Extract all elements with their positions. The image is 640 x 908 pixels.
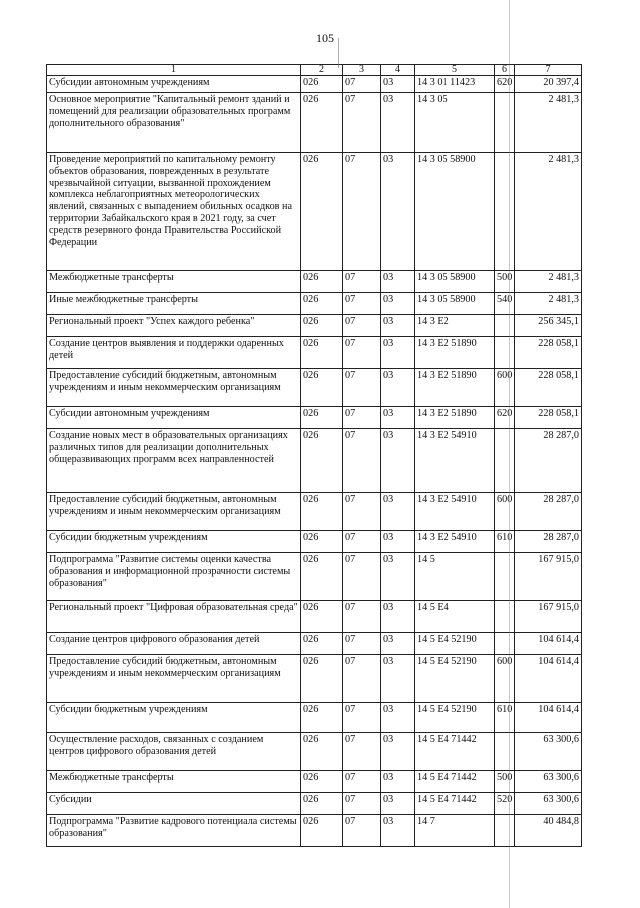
row-name-cell: Субсидии автономным учреждениям xyxy=(47,407,301,429)
amount-cell: 2 481,3 xyxy=(515,153,582,271)
row-name-cell: Предоставление субсидий бюджетным, автономным учреждениям и иным некоммерческим организациям xyxy=(47,493,301,531)
subsection-code-cell: 03 xyxy=(381,337,415,369)
table-row xyxy=(47,703,582,733)
section-code-cell: 07 xyxy=(343,655,381,703)
subsection-code-cell: 03 xyxy=(381,601,415,633)
page-number: 105 xyxy=(316,31,334,45)
admin-code-cell: 026 xyxy=(301,153,343,271)
table-row xyxy=(47,793,582,815)
subsection-code-cell: 03 xyxy=(381,793,415,815)
amount-cell: 104 614,4 xyxy=(515,655,582,703)
section-code-cell: 07 xyxy=(343,703,381,733)
column-header: 4 xyxy=(381,65,415,76)
row-name-cell: Региональный проект "Успех каждого ребенка" xyxy=(47,315,301,337)
table-row xyxy=(47,407,582,429)
amount-cell: 28 287,0 xyxy=(515,531,582,553)
table-row xyxy=(47,271,582,293)
target-article-cell: 14 5 E4 52190 xyxy=(415,655,495,703)
column-header: 3 xyxy=(343,65,381,76)
table-row xyxy=(47,293,582,315)
expense-type-cell: 600 xyxy=(495,369,515,407)
subsection-code-cell: 03 xyxy=(381,369,415,407)
table-row xyxy=(47,815,582,847)
expense-type-cell xyxy=(495,93,515,153)
header-row xyxy=(47,65,582,76)
row-name-cell: Создание центров выявления и поддержки одаренных детей xyxy=(47,337,301,369)
target-article-cell: 14 3 E2 51890 xyxy=(415,369,495,407)
section-code-cell: 07 xyxy=(343,601,381,633)
subsection-code-cell: 03 xyxy=(381,407,415,429)
scan-artifact-line xyxy=(338,38,339,68)
admin-code-cell: 026 xyxy=(301,293,343,315)
table-row xyxy=(47,93,582,153)
row-name-cell: Межбюджетные трансферты xyxy=(47,771,301,793)
expense-type-cell: 620 xyxy=(495,76,515,93)
target-article-cell: 14 5 E4 71442 xyxy=(415,771,495,793)
table-row xyxy=(47,429,582,493)
expense-type-cell xyxy=(495,553,515,601)
admin-code-cell: 026 xyxy=(301,531,343,553)
target-article-cell: 14 3 E2 xyxy=(415,315,495,337)
target-article-cell: 14 5 E4 71442 xyxy=(415,733,495,771)
subsection-code-cell: 03 xyxy=(381,815,415,847)
section-code-cell: 07 xyxy=(343,531,381,553)
column-header: 2 xyxy=(301,65,343,76)
subsection-code-cell: 03 xyxy=(381,153,415,271)
row-name-cell: Субсидии xyxy=(47,793,301,815)
row-name-cell: Субсидии автономным учреждениям xyxy=(47,76,301,93)
target-article-cell: 14 5 E4 52190 xyxy=(415,633,495,655)
row-name-cell: Региональный проект "Цифровая образовательная среда" xyxy=(47,601,301,633)
amount-cell: 228 058,1 xyxy=(515,407,582,429)
table-row xyxy=(47,531,582,553)
expense-type-cell xyxy=(495,633,515,655)
admin-code-cell: 026 xyxy=(301,703,343,733)
row-name-cell: Предоставление субсидий бюджетным, автономным учреждениям и иным некоммерческим организациям xyxy=(47,655,301,703)
admin-code-cell: 026 xyxy=(301,76,343,93)
expense-type-cell xyxy=(495,733,515,771)
section-code-cell: 07 xyxy=(343,315,381,337)
subsection-code-cell: 03 xyxy=(381,655,415,703)
section-code-cell: 07 xyxy=(343,553,381,601)
target-article-cell: 14 3 E2 54910 xyxy=(415,429,495,493)
amount-cell: 104 614,4 xyxy=(515,703,582,733)
section-code-cell: 07 xyxy=(343,771,381,793)
amount-cell: 256 345,1 xyxy=(515,315,582,337)
section-code-cell: 07 xyxy=(343,733,381,771)
table-row xyxy=(47,733,582,771)
amount-cell: 2 481,3 xyxy=(515,271,582,293)
table-row xyxy=(47,771,582,793)
subsection-code-cell: 03 xyxy=(381,553,415,601)
scan-artifact-line xyxy=(509,0,510,908)
target-article-cell: 14 3 E2 51890 xyxy=(415,407,495,429)
table-row xyxy=(47,553,582,601)
row-name-cell: Подпрограмма "Развитие кадрового потенциала системы образования" xyxy=(47,815,301,847)
row-name-cell: Осуществление расходов, связанных с созданием центров цифрового образования детей xyxy=(47,733,301,771)
expense-type-cell xyxy=(495,601,515,633)
expense-type-cell: 500 xyxy=(495,271,515,293)
section-code-cell: 07 xyxy=(343,76,381,93)
section-code-cell: 07 xyxy=(343,337,381,369)
amount-cell: 228 058,1 xyxy=(515,337,582,369)
admin-code-cell: 026 xyxy=(301,315,343,337)
subsection-code-cell: 03 xyxy=(381,429,415,493)
table-row xyxy=(47,76,582,93)
expense-type-cell: 600 xyxy=(495,655,515,703)
admin-code-cell: 026 xyxy=(301,493,343,531)
target-article-cell: 14 5 E4 71442 xyxy=(415,793,495,815)
amount-cell: 104 614,4 xyxy=(515,633,582,655)
column-header: 6 xyxy=(495,65,515,76)
target-article-cell: 14 3 05 xyxy=(415,93,495,153)
amount-cell: 2 481,3 xyxy=(515,93,582,153)
section-code-cell: 07 xyxy=(343,429,381,493)
amount-cell: 167 915,0 xyxy=(515,601,582,633)
section-code-cell: 07 xyxy=(343,153,381,271)
table-row xyxy=(47,369,582,407)
row-name-cell: Основное мероприятие "Капитальный ремонт зданий и помещений для реализации образовательных программ дополнительного образования" xyxy=(47,93,301,153)
table-row xyxy=(47,655,582,703)
amount-cell: 28 287,0 xyxy=(515,493,582,531)
row-name-cell: Проведение мероприятий по капитальному ремонту объектов образования, поврежденных в результате чрезвычайной ситуации, вызванной прохождением комплекса неблагоприятных метеорологических явлений, связанных с выпадением обильных осадков на территории Забайкальского края в 2021 году, за счет средств резервного фонда Правительства Российской Федерации xyxy=(47,153,301,271)
expense-type-cell xyxy=(495,815,515,847)
admin-code-cell: 026 xyxy=(301,771,343,793)
table-row xyxy=(47,633,582,655)
expense-type-cell: 500 xyxy=(495,771,515,793)
admin-code-cell: 026 xyxy=(301,369,343,407)
row-name-cell: Субсидии бюджетным учреждениям xyxy=(47,703,301,733)
amount-cell: 28 287,0 xyxy=(515,429,582,493)
section-code-cell: 07 xyxy=(343,93,381,153)
admin-code-cell: 026 xyxy=(301,733,343,771)
subsection-code-cell: 03 xyxy=(381,531,415,553)
amount-cell: 40 484,8 xyxy=(515,815,582,847)
subsection-code-cell: 03 xyxy=(381,733,415,771)
expense-type-cell xyxy=(495,429,515,493)
section-code-cell: 07 xyxy=(343,407,381,429)
admin-code-cell: 026 xyxy=(301,337,343,369)
admin-code-cell: 026 xyxy=(301,271,343,293)
admin-code-cell: 026 xyxy=(301,815,343,847)
amount-cell: 228 058,1 xyxy=(515,369,582,407)
section-code-cell: 07 xyxy=(343,493,381,531)
amount-cell: 63 300,6 xyxy=(515,793,582,815)
expense-type-cell: 610 xyxy=(495,703,515,733)
expense-type-cell xyxy=(495,153,515,271)
admin-code-cell: 026 xyxy=(301,429,343,493)
target-article-cell: 14 7 xyxy=(415,815,495,847)
admin-code-cell: 026 xyxy=(301,407,343,429)
admin-code-cell: 026 xyxy=(301,793,343,815)
subsection-code-cell: 03 xyxy=(381,633,415,655)
table-row xyxy=(47,337,582,369)
expense-type-cell xyxy=(495,315,515,337)
section-code-cell: 07 xyxy=(343,815,381,847)
target-article-cell: 14 3 01 11423 xyxy=(415,76,495,93)
section-code-cell: 07 xyxy=(343,293,381,315)
admin-code-cell: 026 xyxy=(301,655,343,703)
row-name-cell: Создание центров цифрового образования детей xyxy=(47,633,301,655)
admin-code-cell: 026 xyxy=(301,601,343,633)
target-article-cell: 14 3 E2 54910 xyxy=(415,493,495,531)
row-name-cell: Подпрограмма "Развитие системы оценки качества образования и информационной прозрачности системы образования" xyxy=(47,553,301,601)
subsection-code-cell: 03 xyxy=(381,76,415,93)
amount-cell: 63 300,6 xyxy=(515,733,582,771)
expense-type-cell: 600 xyxy=(495,493,515,531)
expense-type-cell: 540 xyxy=(495,293,515,315)
target-article-cell: 14 3 E2 51890 xyxy=(415,337,495,369)
target-article-cell: 14 3 05 58900 xyxy=(415,153,495,271)
amount-cell: 2 481,3 xyxy=(515,293,582,315)
section-code-cell: 07 xyxy=(343,633,381,655)
amount-cell: 63 300,6 xyxy=(515,771,582,793)
row-name-cell: Межбюджетные трансферты xyxy=(47,271,301,293)
subsection-code-cell: 03 xyxy=(381,271,415,293)
admin-code-cell: 026 xyxy=(301,633,343,655)
expense-type-cell: 610 xyxy=(495,531,515,553)
table-row xyxy=(47,601,582,633)
row-name-cell: Создание новых мест в образовательных организациях различных типов для реализации дополнительных общеразвивающих программ всех направленностей xyxy=(47,429,301,493)
table-row xyxy=(47,315,582,337)
budget-table xyxy=(46,64,582,847)
column-header: 5 xyxy=(415,65,495,76)
section-code-cell: 07 xyxy=(343,793,381,815)
amount-cell: 167 915,0 xyxy=(515,553,582,601)
target-article-cell: 14 3 E2 54910 xyxy=(415,531,495,553)
subsection-code-cell: 03 xyxy=(381,315,415,337)
target-article-cell: 14 3 05 58900 xyxy=(415,271,495,293)
admin-code-cell: 026 xyxy=(301,553,343,601)
expense-type-cell xyxy=(495,337,515,369)
target-article-cell: 14 5 xyxy=(415,553,495,601)
admin-code-cell: 026 xyxy=(301,93,343,153)
row-name-cell: Иные межбюджетные трансферты xyxy=(47,293,301,315)
section-code-cell: 07 xyxy=(343,369,381,407)
amount-cell: 20 397,4 xyxy=(515,76,582,93)
table-row xyxy=(47,153,582,271)
subsection-code-cell: 03 xyxy=(381,493,415,531)
target-article-cell: 14 5 E4 52190 xyxy=(415,703,495,733)
expense-type-cell: 520 xyxy=(495,793,515,815)
column-header: 1 xyxy=(47,65,301,76)
expense-type-cell: 620 xyxy=(495,407,515,429)
row-name-cell: Субсидии бюджетным учреждениям xyxy=(47,531,301,553)
row-name-cell: Предоставление субсидий бюджетным, автономным учреждениям и иным некоммерческим организациям xyxy=(47,369,301,407)
subsection-code-cell: 03 xyxy=(381,93,415,153)
column-header: 7 xyxy=(515,65,582,76)
table-row xyxy=(47,493,582,531)
subsection-code-cell: 03 xyxy=(381,771,415,793)
target-article-cell: 14 5 E4 xyxy=(415,601,495,633)
subsection-code-cell: 03 xyxy=(381,703,415,733)
subsection-code-cell: 03 xyxy=(381,293,415,315)
target-article-cell: 14 3 05 58900 xyxy=(415,293,495,315)
section-code-cell: 07 xyxy=(343,271,381,293)
